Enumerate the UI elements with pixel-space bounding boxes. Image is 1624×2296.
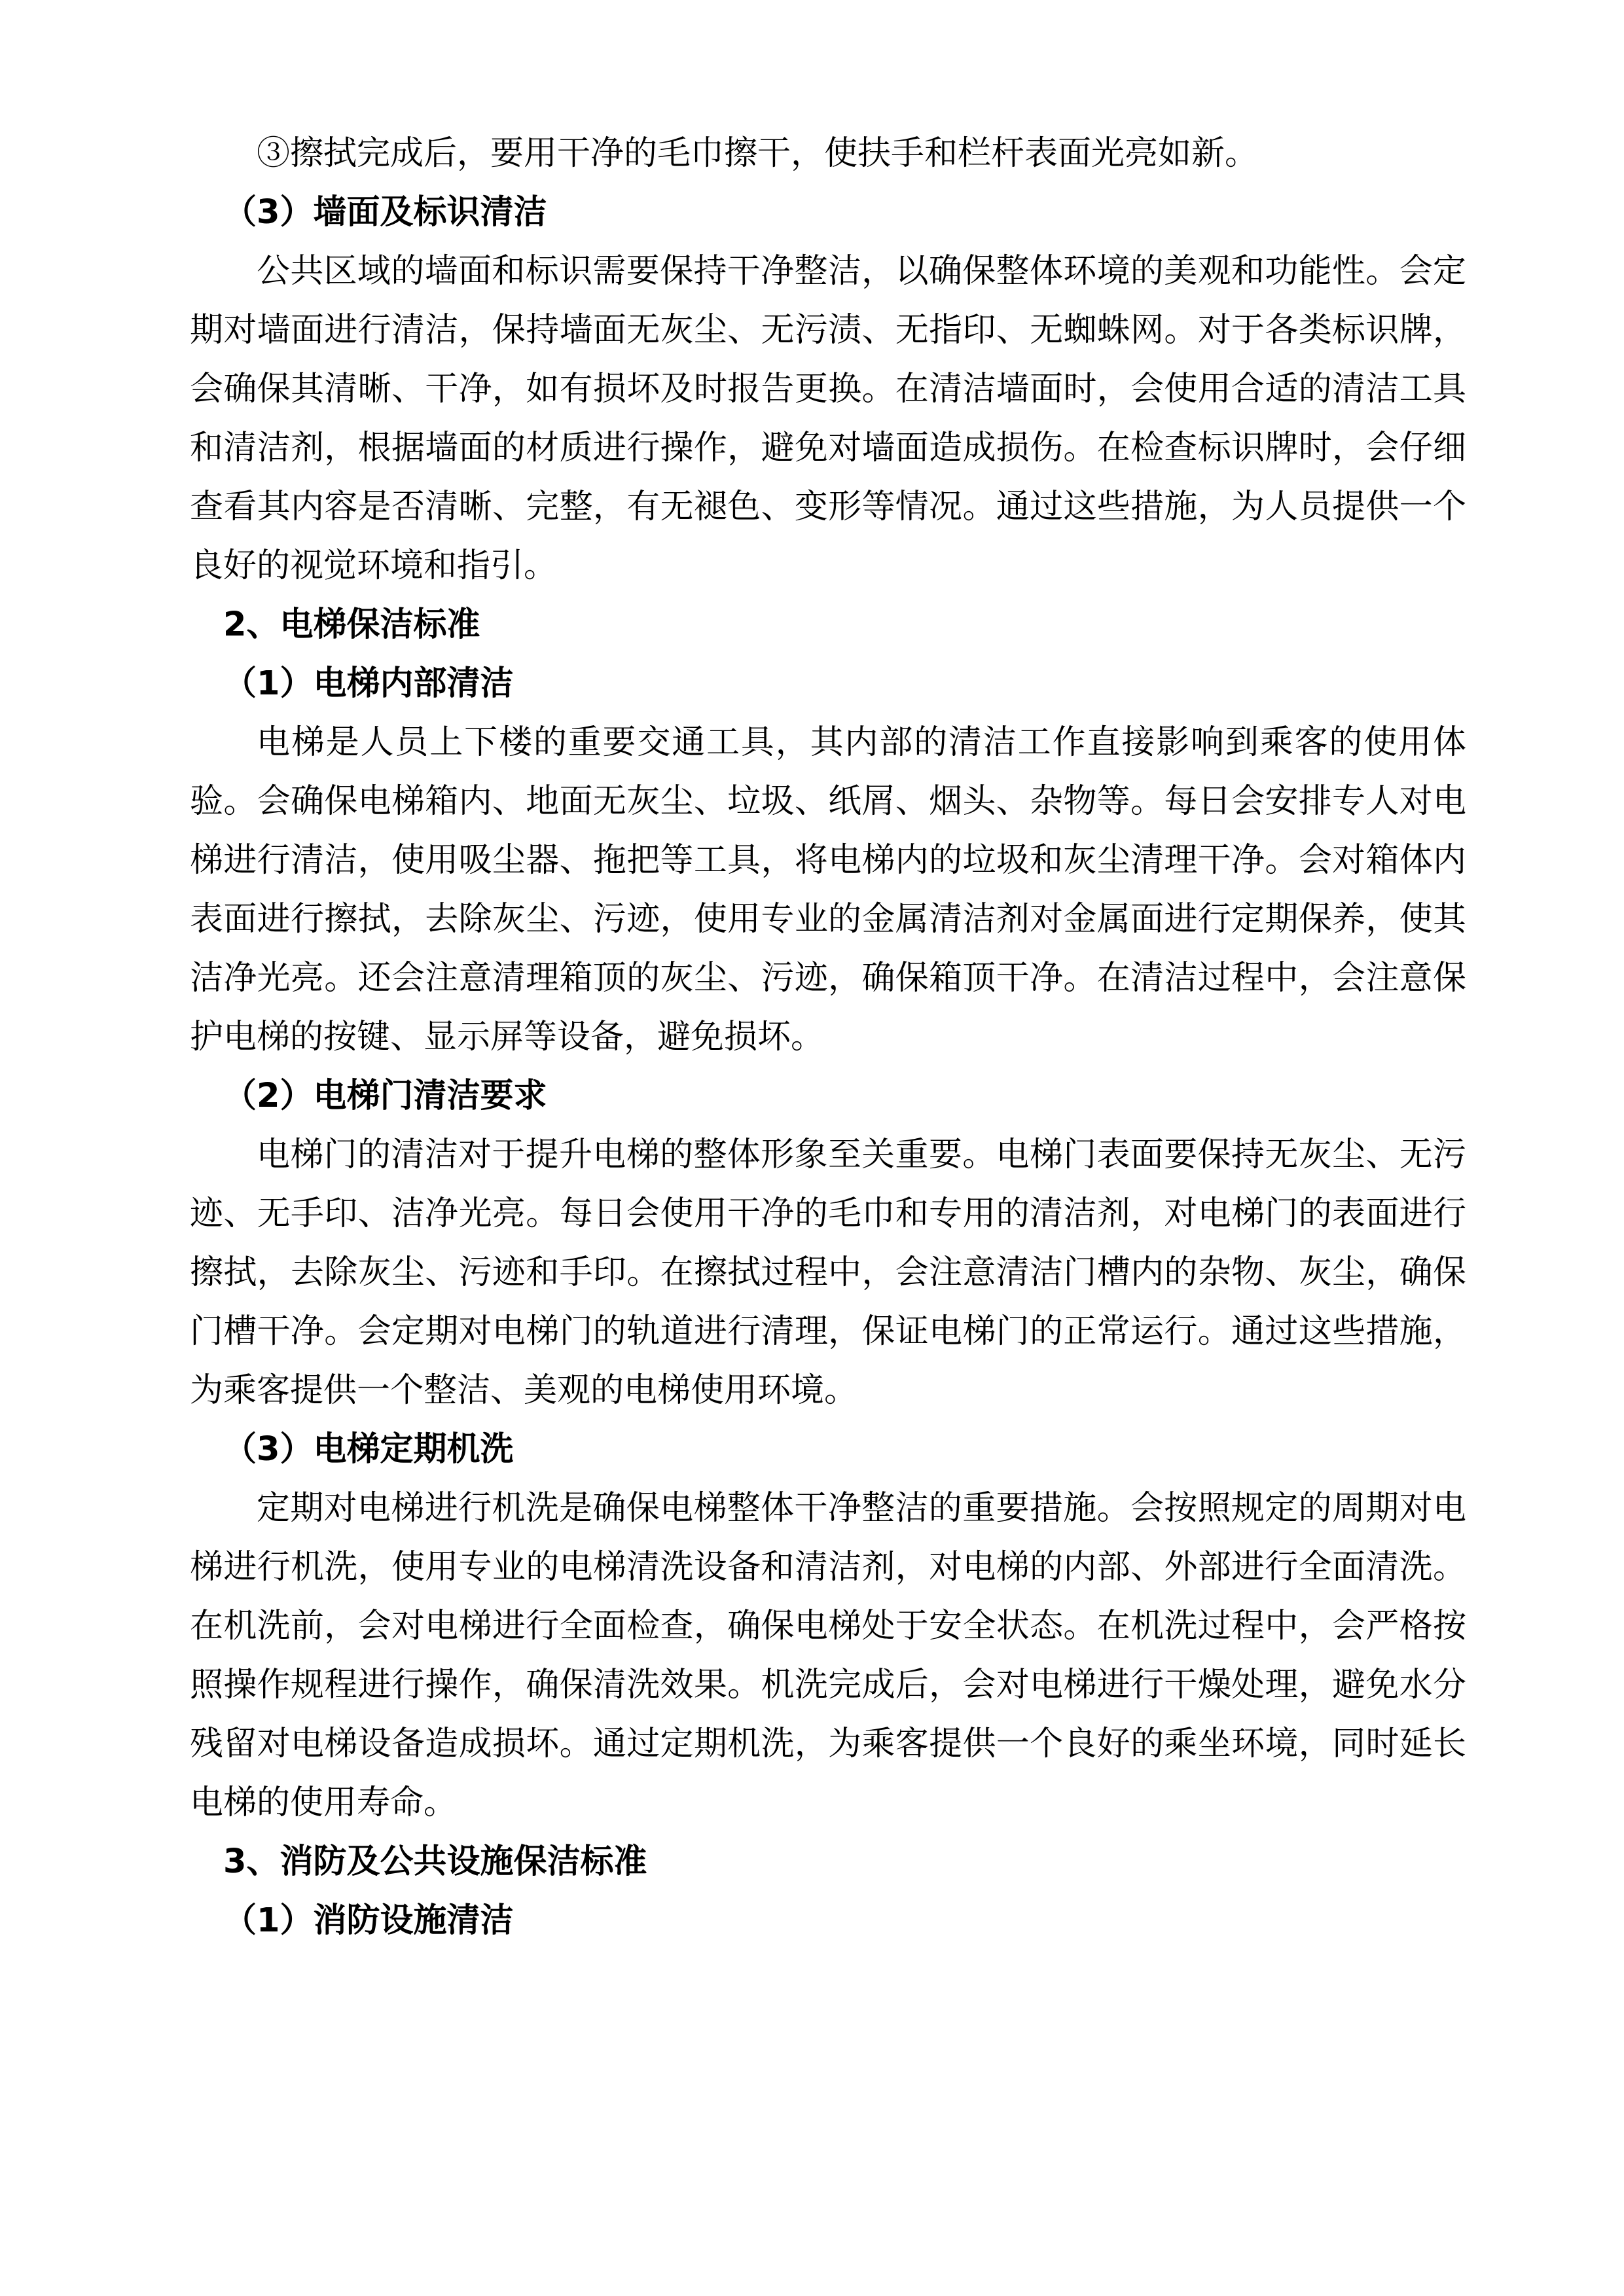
heading-elevator-cleaning-standards: 2、电梯保洁标准 xyxy=(223,605,480,644)
document-content xyxy=(190,124,1466,1950)
heading-elevator-interior-cleaning: （1）电梯内部清洁 xyxy=(223,664,514,703)
list-item-wipe-dry: ③擦拭完成后，要用干净的毛巾擦干，使扶手和栏杆表面光亮如新。 xyxy=(257,134,1259,173)
paragraph-elevator-interior-cleaning: 电梯是人员上下楼的重要交通工具，其内部的清洁工作直接影响到乘客的使用体验。会确保电梯箱内、地面无灰尘、垃圾、纸屑、烟头、杂物等。每日会安排专人对电梯进行清洁，使用吸尘器、拖把等工具，将电梯内的垃圾和灰尘清理干净。会对箱体内表面进行擦拭，去除灰尘、污迹，使用专业的金属清洁剂对金属面进行定期保养，使其洁净光亮。还会注意清理箱顶的灰尘、污迹，确保箱顶干净。在清洁过程中，会注意保护电梯的按键、显示屏等设备，避免损坏。 xyxy=(190,723,1466,1056)
paragraph-elevator-door-cleaning: 电梯门的清洁对于提升电梯的整体形象至关重要。电梯门表面要保持无灰尘、无污迹、无手印、洁净光亮。每日会使用干净的毛巾和专用的清洁剂，对电梯门的表面进行擦拭，去除灰尘、污迹和手印。在擦拭过程中，会注意清洁门槽内的杂物、灰尘，确保门槽干净。会定期对电梯门的轨道进行清理，保证电梯门的正常运行。通过这些措施，为乘客提供一个整洁、美观的电梯使用环境。 xyxy=(190,1136,1466,1410)
heading-elevator-door-cleaning-requirements: （2）电梯门清洁要求 xyxy=(223,1077,547,1115)
paragraph-elevator-periodic-machine-wash: 定期对电梯进行机洗是确保电梯整体干净整洁的重要措施。会按照规定的周期对电梯进行机洗，使用专业的电梯清洗设备和清洁剂，对电梯的内部、外部进行全面清洗。在机洗前，会对电梯进行全面检查，确保电梯处于安全状态。在机洗过程中，会严格按照操作规程进行操作，确保清洗效果。机洗完成后，会对电梯进行干燥处理，避免水分残留对电梯设备造成损坏。通过定期机洗，为乘客提供一个良好的乘坐环境，同时延长电梯的使用寿命。 xyxy=(190,1489,1466,1822)
paragraph-wall-and-signage-cleaning: 公共区域的墙面和标识需要保持干净整洁，以确保整体环境的美观和功能性。会定期对墙面进行清洁，保持墙面无灰尘、无污渍、无指印、无蜘蛛网。对于各类标识牌，会确保其清晰、干净，如有损坏及时报告更换。在清洁墙面时，会使用合适的清洁工具和清洁剂，根据墙面的材质进行操作，避免对墙面造成损伤。在检查标识牌时，会仔细查看其内容是否清晰、完整，有无褪色、变形等情况。通过这些措施，为人员提供一个良好的视觉环境和指引。 xyxy=(190,252,1466,585)
heading-wall-and-signage-cleaning: （3）墙面及标识清洁 xyxy=(223,193,547,232)
heading-elevator-periodic-machine-wash: （3）电梯定期机洗 xyxy=(223,1430,514,1469)
heading-fire-facility-cleaning: （1）消防设施清洁 xyxy=(223,1901,514,1940)
heading-fire-and-public-facility-standards: 3、消防及公共设施保洁标准 xyxy=(223,1842,647,1881)
